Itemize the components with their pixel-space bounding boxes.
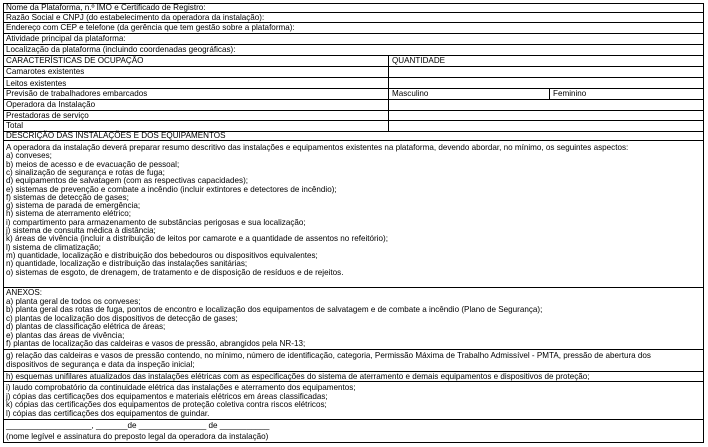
annex-line: h) esquemas unifilares atualizados das instalações elétricas com as especificações do sistema de aterramento e demais equipamentos e dispositivos de proteção;	[6, 372, 590, 381]
annexes-block	[4, 288, 703, 350]
occupation-row-operator	[4, 100, 703, 111]
description-line: m) quantidade, localização e distribuição dos bebedouros ou dispositivos equivalentes;	[6, 250, 318, 260]
description-line: k) áreas de vivência (incluir a distribuição de leitos por camarote e a quantidade de assentos no refeitório);	[6, 234, 388, 244]
description-line: g) sistema de parada de emergência;	[6, 201, 141, 211]
description-line: l) sistema de climatização;	[6, 242, 101, 252]
field-platform-name	[4, 4, 703, 13]
description-line: j) sistema de consulta médica à distância;	[6, 226, 156, 235]
description-title: DESCRIÇÃO DAS INSTALAÇÕES E DOS EQUIPAMENTOS	[6, 131, 226, 140]
annex-line: i) laudo comprobatório da continuidade elétrica das instalações e aterramento dos equipamentos;	[6, 383, 356, 392]
description-line: b) meios de acesso e de evacuação de pessoal;	[6, 159, 180, 169]
field-address	[4, 23, 703, 34]
annex-line: k) cópias das certificações dos equipamentos de proteção coletiva contra riscos elétricos;	[6, 400, 327, 409]
description-line: h) sistema de aterramento elétrico;	[6, 209, 132, 219]
annex-line: c) plantas de localização dos dispositivos de detecção de gases;	[6, 313, 238, 323]
annex-line: j) cópias das certificações dos equipamentos e materiais elétricos em áreas classificadas;	[6, 391, 328, 401]
occupation-row-label: Camarotes existentes	[6, 67, 85, 76]
annex-line: e) plantas das áreas de vivência;	[6, 330, 125, 340]
occupation-header-row	[4, 56, 703, 67]
occupation-row-beds	[4, 78, 703, 89]
annex-line: g) relação das caldeiras e vasos de pressão contendo, no mínimo, número de identificação, categoria, Permissão Máxima de Trabalho Admissível - PMTA, pressão de abertura dos	[6, 351, 651, 360]
occupation-row-cabins	[4, 67, 703, 78]
occupation-row-contractors	[4, 111, 703, 121]
registration-form	[3, 3, 704, 443]
field-label: Atividade principal da plataforma:	[6, 34, 126, 43]
annexes-title: ANEXOS:	[6, 288, 42, 297]
annex-i-block	[4, 382, 703, 420]
gender-column-divider	[549, 89, 550, 100]
female-column-label: Feminino	[553, 89, 587, 98]
description-line: f) sistemas de detecção de gases;	[6, 192, 129, 202]
field-label: Endereço com CEP e telefone (da gerência que tem gestão sobre a plataforma):	[6, 23, 295, 32]
description-line: A operadora da instalação deverá preparar resumo descritivo das instalações e equipamentos existentes na plataforma, devendo abordar, no mínimo, os seguintes aspectos:	[6, 143, 629, 152]
description-line: o) sistemas de esgoto, de drenagem, de tratamento e de disposição de resíduos e de rejeitos.	[6, 267, 344, 277]
field-main-activity	[4, 34, 703, 45]
annex-line: d) plantas de classificação elétrica de áreas;	[6, 322, 166, 331]
date-line: ___________________, _______de _______________ de ___________	[6, 421, 270, 430]
annex-line: dispositivos de segurança e data da inspeção inicial;	[6, 360, 195, 369]
field-label: Localização da plataforma (incluindo coordenadas geográficas):	[6, 45, 236, 54]
annex-line: a) planta geral de todos os conveses;	[6, 296, 141, 306]
description-line: n) quantidade, localização e distribuição das instalações sanitárias;	[6, 259, 248, 269]
occupation-row-workers	[4, 89, 703, 100]
description-line: a) conveses;	[6, 151, 52, 161]
annex-line: l) cópias das certificações dos equipamentos de guindar.	[6, 408, 210, 418]
description-line: i) compartimento para armazenamento de substâncias perigosas e sua localização;	[6, 217, 306, 227]
quantity-header-label: QUANTIDADE	[392, 56, 446, 65]
occupation-row-label: Prestadoras de serviço	[6, 111, 89, 120]
quantity-column-divider	[388, 56, 389, 132]
signature-caption: (nome legível e assinatura do preposto legal da operadora da instalação)	[6, 432, 269, 441]
occupation-header-label: CARACTERÍSTICAS DE OCUPAÇÃO	[6, 56, 144, 65]
occupation-row-label: Operadora da Instalação	[6, 100, 96, 109]
description-line: d) equipamentos de salvatagem (com as respectivas capacidades);	[6, 176, 249, 186]
annex-h-block	[4, 372, 703, 382]
signature-block	[4, 420, 703, 444]
description-block	[4, 141, 703, 288]
occupation-row-label: Leitos existentes	[6, 79, 67, 88]
field-label: Razão Social e CNPJ (do estabelecimento da operadora da instalação):	[6, 13, 265, 22]
male-column-label: Masculino	[392, 89, 429, 98]
field-location	[4, 45, 703, 56]
annex-g-block	[4, 350, 703, 372]
field-label: Nome da Plataforma, n.º IMO e Certificado de Registro:	[6, 3, 206, 12]
description-header-row	[4, 132, 703, 141]
occupation-row-label: Previsão de trabalhadores embarcados	[6, 89, 148, 98]
occupation-row-label: Total	[6, 121, 24, 130]
field-company-cnpj	[4, 13, 703, 23]
description-line: e) sistemas de prevenção e combate a incêndio (incluir extintores e detectores de incêndio);	[6, 184, 337, 194]
description-line: c) sinalização de segurança e rotas de fuga;	[6, 167, 165, 177]
annex-line: b) planta geral das rotas de fuga, pontos de encontro e localização dos equipamentos de salvatagem e de combate a incêndio (Plano de Segurança);	[6, 305, 543, 314]
annex-line: f) plantas de localização das caldeiras e vasos de pressão, abrangidos pela NR-13;	[6, 339, 306, 348]
